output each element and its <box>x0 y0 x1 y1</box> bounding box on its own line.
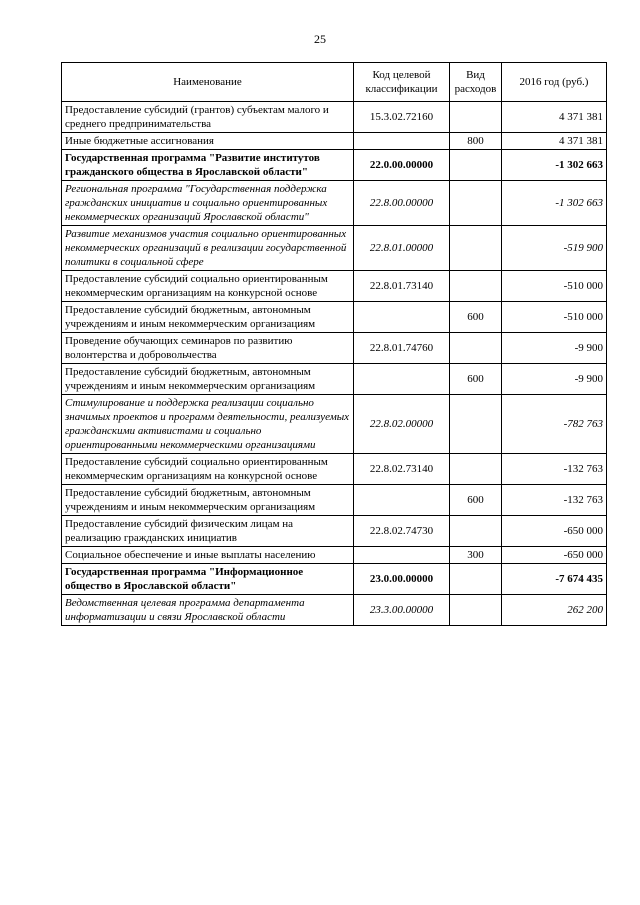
row-type-cell <box>450 564 502 595</box>
table-row <box>62 454 607 485</box>
row-name-cell: Государственная программа "Развитие институтов гражданского общества в Ярославской области" <box>62 150 354 181</box>
row-amount-cell: -132 763 <box>502 454 607 485</box>
row-amount-cell: 4 371 381 <box>502 102 607 133</box>
row-code-cell <box>354 364 450 395</box>
row-type-cell: 300 <box>450 547 502 564</box>
row-type-cell <box>450 454 502 485</box>
table-row <box>62 226 607 271</box>
row-code-cell: 22.8.02.74730 <box>354 516 450 547</box>
row-amount-cell: 4 371 381 <box>502 133 607 150</box>
table-row <box>62 516 607 547</box>
row-code-cell <box>354 133 450 150</box>
row-name-cell: Предоставление субсидий бюджетным, автономным учреждениям и иным некоммерческим организациям <box>62 302 354 333</box>
row-amount-cell: -650 000 <box>502 547 607 564</box>
row-type-cell <box>450 150 502 181</box>
row-name-cell: Региональная программа "Государственная поддержка гражданских инициатив и социально ориентированных некоммерческих организаций Ярославской области" <box>62 181 354 226</box>
row-amount-cell: -9 900 <box>502 364 607 395</box>
row-type-cell <box>450 595 502 626</box>
row-type-cell: 600 <box>450 302 502 333</box>
row-type-cell: 800 <box>450 133 502 150</box>
page-number: 25 <box>314 32 326 46</box>
row-code-cell: 15.3.02.72160 <box>354 102 450 133</box>
row-code-cell: 23.3.00.00000 <box>354 595 450 626</box>
table-row <box>62 102 607 133</box>
row-amount-cell: -132 763 <box>502 485 607 516</box>
row-name-cell: Предоставление субсидий физическим лицам на реализацию гражданских инициатив <box>62 516 354 547</box>
row-name-cell: Социальное обеспечение и иные выплаты населению <box>62 547 354 564</box>
table-row <box>62 133 607 150</box>
row-code-cell: 22.8.02.00000 <box>354 395 450 454</box>
row-type-cell <box>450 333 502 364</box>
row-name-cell: Государственная программа "Информационное общество в Ярославской области" <box>62 564 354 595</box>
header-code: Код целевой классификации <box>354 63 450 102</box>
row-type-cell <box>450 395 502 454</box>
header-name: Наименование <box>62 63 354 102</box>
row-type-cell <box>450 226 502 271</box>
row-name-cell: Развитие механизмов участия социально ориентированных некоммерческих организаций в реализации государственной политики в социальной сфере <box>62 226 354 271</box>
row-amount-cell: 262 200 <box>502 595 607 626</box>
row-code-cell <box>354 547 450 564</box>
table-row <box>62 547 607 564</box>
row-type-cell <box>450 516 502 547</box>
row-name-cell: Ведомственная целевая программа департамента информатизации и связи Ярославской области <box>62 595 354 626</box>
row-name-cell: Проведение обучающих семинаров по развитию волонтерства и добровольчества <box>62 333 354 364</box>
row-name-cell: Стимулирование и поддержка реализации социально значимых проектов и программ деятельности, реализуемых гражданскими активистами и социально ориентированными некоммерческими организациями <box>62 395 354 454</box>
table-row <box>62 302 607 333</box>
row-amount-cell: -510 000 <box>502 302 607 333</box>
row-code-cell <box>354 485 450 516</box>
row-type-cell: 600 <box>450 485 502 516</box>
row-code-cell: 22.8.01.00000 <box>354 226 450 271</box>
table-row <box>62 595 607 626</box>
row-code-cell <box>354 302 450 333</box>
row-name-cell: Иные бюджетные ассигнования <box>62 133 354 150</box>
row-type-cell <box>450 181 502 226</box>
table-row <box>62 150 607 181</box>
table-row <box>62 564 607 595</box>
budget-table <box>61 62 607 626</box>
header-amount: 2016 год (руб.) <box>502 63 607 102</box>
row-name-cell: Предоставление субсидий социально ориентированным некоммерческим организациям на конкурсной основе <box>62 271 354 302</box>
row-name-cell: Предоставление субсидий (грантов) субъектам малого и среднего предпринимательства <box>62 102 354 133</box>
table-row <box>62 333 607 364</box>
row-code-cell: 22.8.01.74760 <box>354 333 450 364</box>
row-amount-cell: -650 000 <box>502 516 607 547</box>
row-amount-cell: -7 674 435 <box>502 564 607 595</box>
row-name-cell: Предоставление субсидий социально ориентированным некоммерческим организациям на конкурсной основе <box>62 454 354 485</box>
row-name-cell: Предоставление субсидий бюджетным, автономным учреждениям и иным некоммерческим организациям <box>62 364 354 395</box>
table-row <box>62 485 607 516</box>
row-code-cell: 22.8.01.73140 <box>354 271 450 302</box>
table-row <box>62 395 607 454</box>
table-row <box>62 364 607 395</box>
row-code-cell: 22.8.00.00000 <box>354 181 450 226</box>
table-body <box>62 102 607 626</box>
table-row <box>62 271 607 302</box>
row-amount-cell: -519 900 <box>502 226 607 271</box>
row-type-cell <box>450 271 502 302</box>
row-code-cell: 22.8.02.73140 <box>354 454 450 485</box>
row-code-cell: 23.0.00.00000 <box>354 564 450 595</box>
row-amount-cell: -782 763 <box>502 395 607 454</box>
row-type-cell <box>450 102 502 133</box>
row-amount-cell: -1 302 663 <box>502 181 607 226</box>
row-name-cell: Предоставление субсидий бюджетным, автономным учреждениям и иным некоммерческим организациям <box>62 485 354 516</box>
row-amount-cell: -1 302 663 <box>502 150 607 181</box>
table-header-row <box>62 63 607 102</box>
row-code-cell: 22.0.00.00000 <box>354 150 450 181</box>
row-amount-cell: -9 900 <box>502 333 607 364</box>
row-amount-cell: -510 000 <box>502 271 607 302</box>
header-type: Вид расходов <box>450 63 502 102</box>
row-type-cell: 600 <box>450 364 502 395</box>
table-row <box>62 181 607 226</box>
